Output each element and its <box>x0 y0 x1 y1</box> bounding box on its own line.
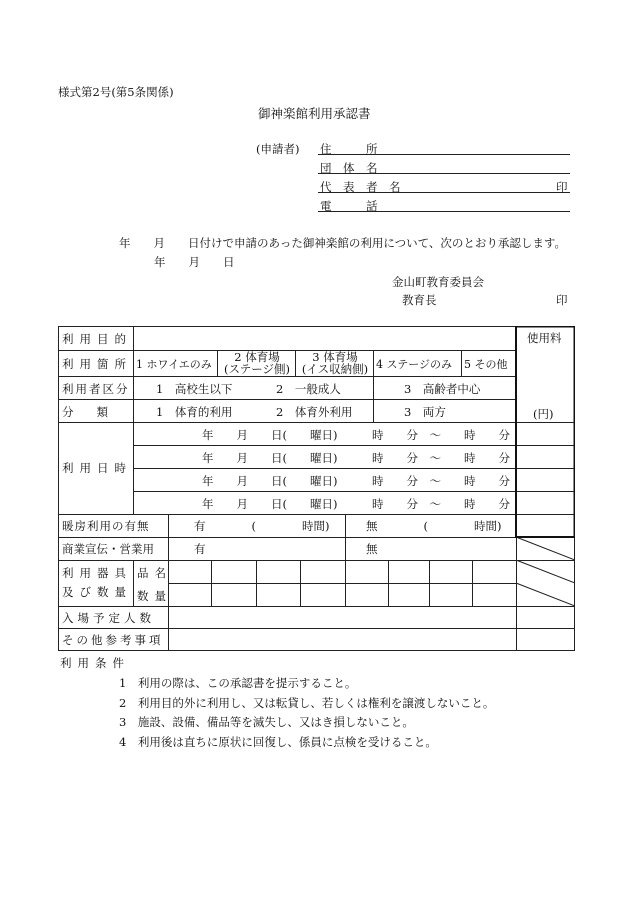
category-option-2[interactable]: 2 体育外利用 <box>276 405 353 419</box>
equip-name-label: 品名 <box>137 566 172 580</box>
fee-unit: (円) <box>533 407 554 421</box>
other-label: その他参考事項 <box>62 633 164 647</box>
conditions-label: 利用条件 <box>60 656 130 670</box>
datetime-row-3[interactable]: 年 月 日( 曜日) 時 分 〜 時 分 <box>202 474 510 488</box>
datetime-label: 利用日時 <box>62 461 132 475</box>
phone-label: 電 話 <box>320 199 378 213</box>
datetime-row-1[interactable]: 年 月 日( 曜日) 時 分 〜 時 分 <box>202 428 510 442</box>
form-number: 様式第2号(第5条関係) <box>58 85 174 99</box>
representative-label: 代 表 者 名 <box>320 180 401 194</box>
commercial-no[interactable]: 無 <box>366 542 378 556</box>
datetime-row-4[interactable]: 年 月 日( 曜日) 時 分 〜 時 分 <box>202 497 510 511</box>
user-class-option-1[interactable]: 1 高校生以下 <box>156 382 233 396</box>
purpose-label: 利用目的 <box>62 332 132 346</box>
commercial-label: 商業宣伝・営業用 <box>62 542 154 556</box>
applicant-seal: 印 <box>556 180 568 194</box>
condition-item-4: 4 利用後は直ちに原状に回復し、係員に点検を受けること。 <box>119 735 437 749</box>
category-option-1[interactable]: 1 体育的利用 <box>156 405 233 419</box>
address-label: 住 所 <box>320 142 378 156</box>
heating-label: 暖房利用の有無 <box>62 519 150 533</box>
place-option-2[interactable]: 2 体育場 (ステージ側) <box>223 350 290 376</box>
applicant-label: (申請者) <box>256 142 300 156</box>
approval-date: 年 月 日 <box>154 255 235 269</box>
equipment-label-1: 利用器具 <box>62 566 132 580</box>
issuer-org: 金山町教育委員会 <box>392 275 484 289</box>
fee-label: 使用料 <box>527 331 562 345</box>
equip-qty-label: 数量 <box>137 589 172 603</box>
place-label: 利用箇所 <box>62 357 132 371</box>
group-name-label: 団 体 名 <box>320 161 378 175</box>
application-table <box>58 326 575 651</box>
place-option-5[interactable]: 5 その他 <box>464 358 508 371</box>
heating-no[interactable]: 無 ( 時間) <box>366 519 502 533</box>
user-class-label: 利用者区分 <box>62 382 130 396</box>
equipment-label-2: 及び数量 <box>62 585 132 599</box>
representative-line[interactable] <box>318 192 570 193</box>
user-class-option-3[interactable]: 3 高齢者中心 <box>404 382 481 396</box>
user-class-option-2[interactable]: 2 一般成人 <box>276 382 341 396</box>
place-option-4[interactable]: 4 ステージのみ <box>376 358 453 371</box>
approval-text: 年 月 日付けで申請のあった御神楽館の利用について、次のとおり承認します。 <box>119 236 567 250</box>
heating-yes[interactable]: 有 ( 時間) <box>194 519 330 533</box>
place-option-1[interactable]: 1 ホワイエのみ <box>136 358 212 371</box>
group-name-line[interactable] <box>318 173 570 174</box>
condition-item-3: 3 施設、設備、備品等を滅失し、又はき損しないこと。 <box>119 715 414 729</box>
condition-item-2: 2 利用目的外に利用し、又は転貸し、若しくは権利を譲渡しないこと。 <box>119 696 495 710</box>
category-option-3[interactable]: 3 両方 <box>404 405 446 419</box>
address-line[interactable] <box>318 154 570 155</box>
commercial-yes[interactable]: 有 <box>194 542 206 556</box>
phone-line[interactable] <box>318 211 570 212</box>
place-option-3[interactable]: 3 体育場 (イス収納側) <box>301 350 369 376</box>
condition-item-1: 1 利用の際は、この承認書を提示すること。 <box>119 676 357 690</box>
datetime-row-2[interactable]: 年 月 日( 曜日) 時 分 〜 時 分 <box>202 451 510 465</box>
issuer-seal: 印 <box>556 293 568 307</box>
page-title: 御神楽館利用承認書 <box>258 106 371 121</box>
category-label: 分 類 <box>62 405 108 419</box>
issuer-title: 教育長 <box>402 293 437 307</box>
attendance-label: 入場予定人数 <box>62 611 155 625</box>
